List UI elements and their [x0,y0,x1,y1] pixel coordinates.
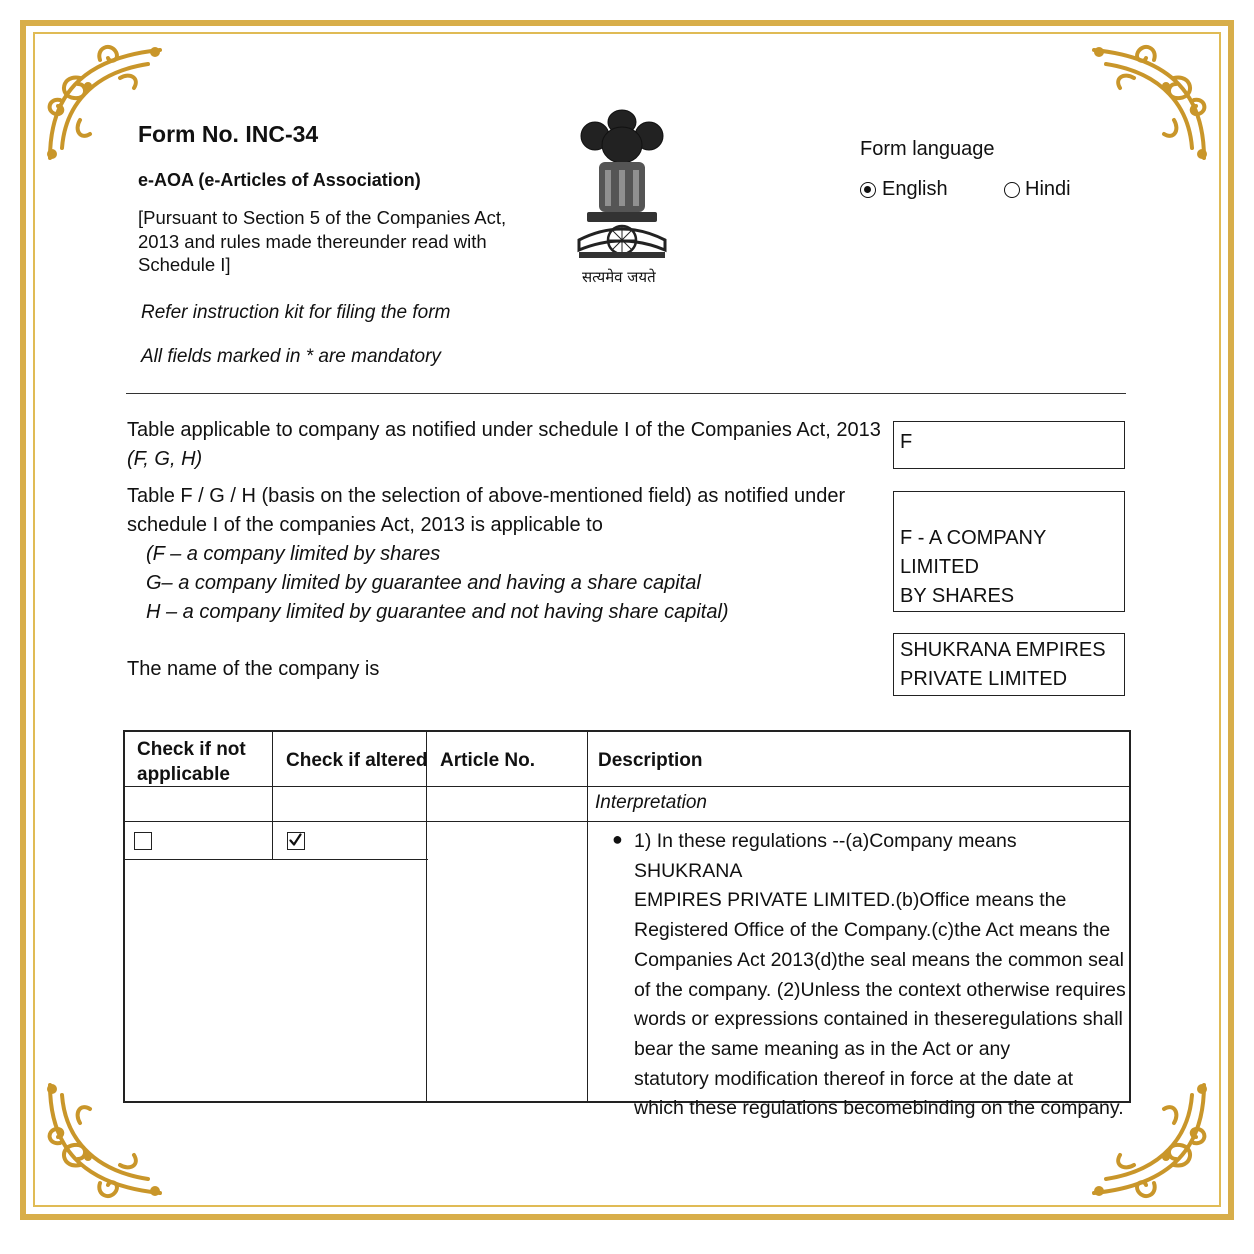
hindi-label: Hindi [1025,178,1071,200]
emblem-motto: सत्यमेव जयते [582,268,656,286]
form-language-label: Form language [860,138,995,160]
header-description: Description [598,750,703,771]
checkmark-icon [288,833,303,848]
company-name-field[interactable]: SHUKRANA EMPIRES PRIVATE LIMITED [893,633,1125,696]
header-not-applicable: Check if not applicable [137,739,246,785]
english-radio[interactable] [860,182,876,198]
article-description: 1) In these regulations --(a)Company means SHUKRANA EMPIRES PRIVATE LIMITED.(b)Office means the Registered Office of the Company.(c)the Act means the Companies Act 2013(d)the seal means the common seal of the company. (2)Unless the context otherwise requires words or expressions contained in theseregulations shall bear the same meaning as in the Act or any statutory modification thereof in force at the date at which these regulations becomebinding on the company. [634,830,1126,1120]
table-divider [123,786,1131,787]
header-altered: Check if altered [286,750,428,771]
language-option-english[interactable] [860,178,948,201]
header-article-no: Article No. [440,750,536,771]
section-title: Interpretation [595,792,707,813]
corner-ornament-icon [1084,38,1214,168]
header-divider [126,393,1126,394]
table-divider [272,730,273,860]
english-label: English [882,178,948,200]
table-divider [587,730,588,1103]
pursuant-note: [Pursuant to Section 5 of the Companies Act, 2013 and rules made thereunder read with Schedule I] [138,207,507,275]
applicable-table-field[interactable]: F - A COMPANY LIMITED BY SHARES [893,491,1125,612]
form-subtitle: e-AOA (e-Articles of Association) [138,170,421,190]
not-applicable-checkbox[interactable] [134,832,152,850]
bullet-icon: ● [612,829,623,849]
mandatory-note: All fields marked in * are mandatory [141,346,441,367]
corner-ornament-icon [40,38,170,168]
altered-checkbox[interactable] [287,832,305,850]
table-divider [426,730,427,1103]
table-divider [123,821,1131,822]
language-option-hindi[interactable] [1004,178,1071,201]
table-question-label: Table applicable to company as notified under schedule I of the Companies Act, 2013 (F, G, H) [127,419,881,470]
form-number: Form No. INC-34 [138,121,319,147]
table-divider [123,859,428,860]
company-name-label: The name of the company is [127,658,380,680]
instruction-kit-note: Refer instruction kit for filing the form [141,302,451,323]
table-selection-field[interactable]: F [893,421,1125,469]
hindi-radio[interactable] [1004,182,1020,198]
applicable-table-label: Table F / G / H (basis on the selection of above-mentioned field) as notified under schedule I of the companies Act, 2013 is applicable to (F – a company limited by shares G– a company limited by guarantee and having a share capital H – a company limited by guarantee and not having share capital) [127,485,846,623]
national-emblem-icon [565,100,680,290]
